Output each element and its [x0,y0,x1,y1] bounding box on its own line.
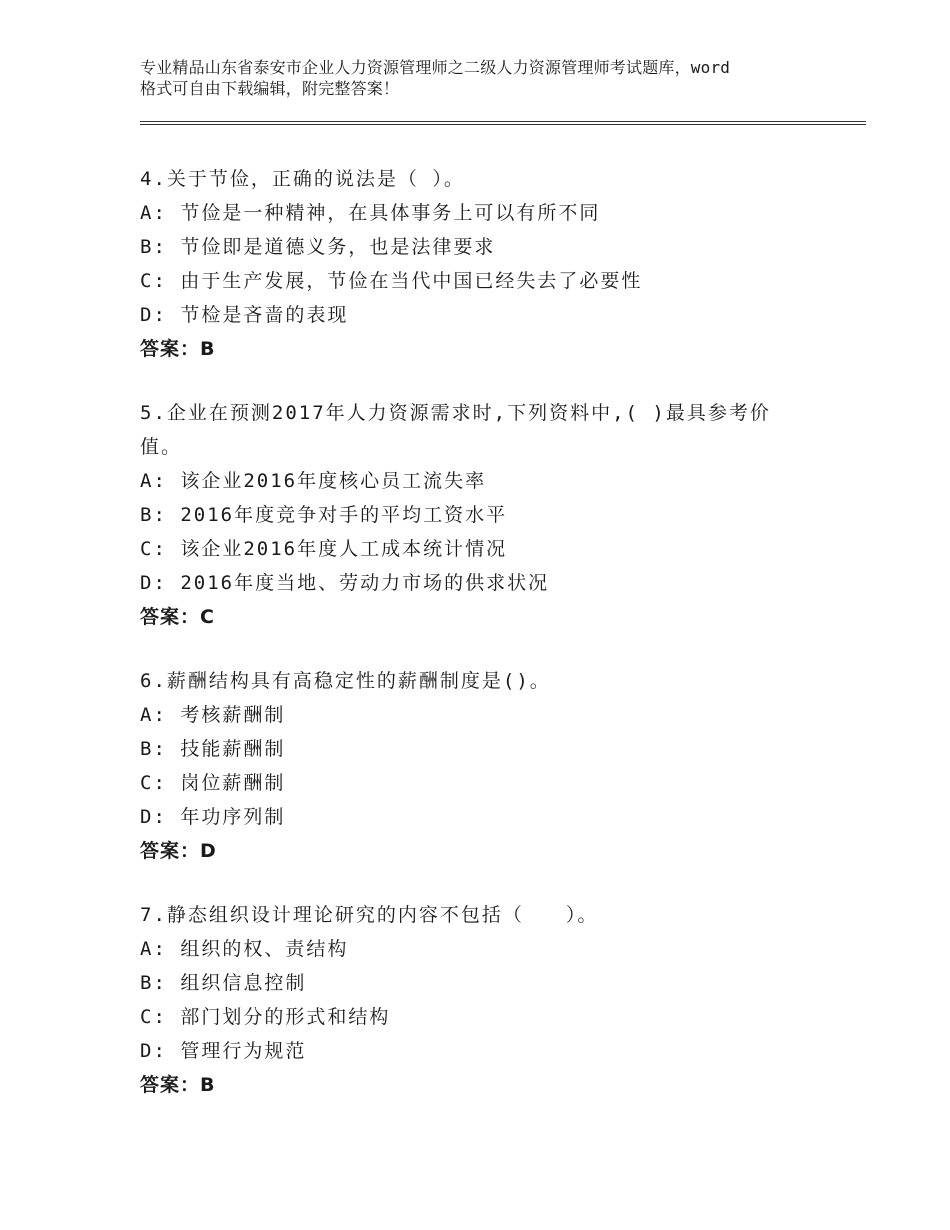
answer: 答案：D [140,840,217,862]
question-6 [140,664,800,868]
question-7 [140,898,800,1102]
question-stem: 4.关于节俭，正确的说法是（ ）。 [140,168,465,190]
option-d: D: 2016年度当地、劳动力市场的供求状况 [140,572,550,594]
option-c: C: 部门划分的形式和结构 [140,1006,391,1028]
option-d: D: 管理行为规范 [140,1040,307,1062]
option-a: A: 组织的权、责结构 [140,938,349,960]
answer: 答案：B [140,1074,216,1096]
option-c: C: 岗位薪酬制 [140,772,286,794]
question-stem-line-1: 5.企业在预测2017年人力资源需求时,下列资料中,( )最具参考价 [140,402,771,424]
option-b: B: 组织信息控制 [140,972,307,994]
question-4 [140,162,800,366]
header-divider [140,121,866,125]
question-stem: 7.静态组织设计理论研究的内容不包括（ ）。 [140,904,599,926]
question-stem: 6.薪酬结构具有高稳定性的薪酬制度是()。 [140,670,551,692]
option-c: C: 由于生产发展，节俭在当代中国已经失去了必要性 [140,270,643,292]
option-b: B: 2016年度竞争对手的平均工资水平 [140,504,508,526]
answer: 答案：C [140,606,215,628]
answer: 答案：B [140,338,216,360]
option-d: D: 节检是吝啬的表现 [140,304,349,326]
option-d: D: 年功序列制 [140,806,286,828]
option-b: B: 节俭即是道德义务，也是法律要求 [140,236,496,258]
option-c: C: 该企业2016年度人工成本统计情况 [140,538,508,560]
option-a: A: 考核薪酬制 [140,704,286,726]
question-stem-line-2: 值。 [140,436,183,458]
option-a: A: 该企业2016年度核心员工流失率 [140,470,487,492]
document-header [140,57,840,99]
option-b: B: 技能薪酬制 [140,738,286,760]
question-list [140,162,800,1132]
header-title-line-2: 格式可自由下载编辑，附完整答案！ [140,79,400,98]
option-a: A: 节俭是一种精神，在具体事务上可以有所不同 [140,202,601,224]
question-5 [140,396,800,634]
header-title-line-1: 专业精品山东省泰安市企业人力资源管理师之二级人力资源管理师考试题库，word [140,58,731,77]
